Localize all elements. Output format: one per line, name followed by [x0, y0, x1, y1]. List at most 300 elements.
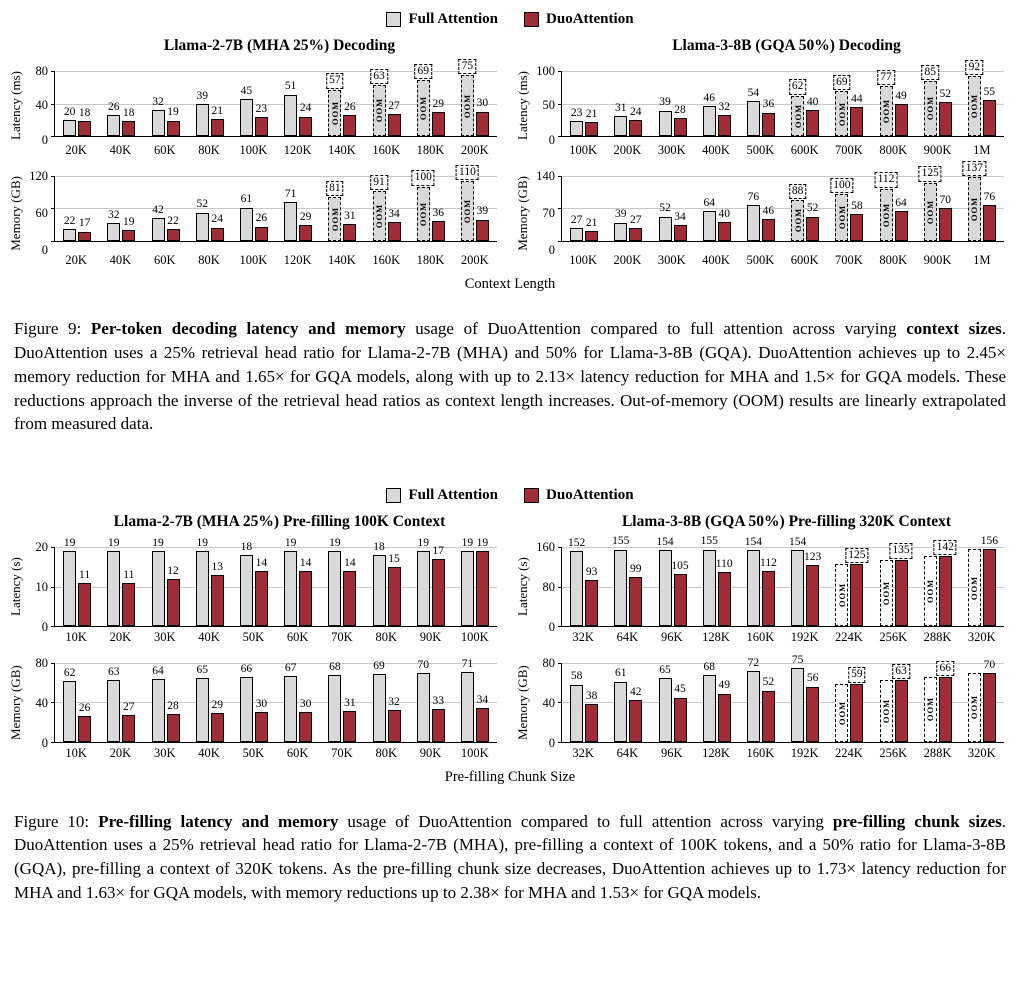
- bar-value-label: 49: [895, 89, 907, 102]
- duoattention-legend-label: DuoAttention: [546, 11, 634, 27]
- y-axis-label: Memory (GB): [8, 665, 23, 741]
- caption-segment: Figure 9:: [14, 319, 91, 339]
- bar-value-label: 32: [108, 209, 120, 222]
- chart-f9_mha_memory: [8, 165, 505, 258]
- bar-group: [695, 176, 739, 241]
- x-tick-label: 1M: [973, 142, 991, 157]
- duoattention-bar: [895, 196, 908, 241]
- y-tick-mark: [558, 241, 562, 242]
- x-tick-label: 100K: [239, 253, 268, 268]
- y-tick-label: 0: [548, 735, 555, 750]
- duoattention-bar: [299, 210, 312, 241]
- duoattention-bar: [122, 107, 135, 136]
- bar-value-label: 69: [373, 659, 385, 672]
- bar-group: [695, 535, 739, 626]
- bar-value-label: 62: [63, 666, 76, 679]
- x-tick-label: 20K: [65, 142, 87, 157]
- bar-value-label: 63: [892, 664, 910, 679]
- x-tick-label: 700K: [835, 142, 863, 157]
- bar-value-label: 77: [877, 70, 895, 85]
- bar-group: [320, 71, 364, 136]
- bar-value-label: 52: [659, 202, 671, 215]
- chart-f9_mha_latency: [8, 59, 505, 147]
- x-tick-label: 224K: [835, 745, 863, 760]
- x-tick-label: 200K: [613, 142, 642, 157]
- y-tick-label: 120: [29, 168, 48, 183]
- full-attention-bar: [152, 203, 165, 241]
- oom-label: OOM: [374, 98, 385, 123]
- y-tick-label: 50: [542, 98, 555, 113]
- bar-value-label: 154: [788, 535, 807, 548]
- bar-value-label: 125: [845, 548, 868, 563]
- y-tick-label: 40: [35, 695, 48, 710]
- y-axis-label: Memory (GB): [515, 665, 530, 741]
- oom-label: OOM: [418, 95, 429, 121]
- y-axis-label: Memory (GB): [515, 175, 530, 251]
- y-tick-mark: [558, 742, 562, 743]
- y-tick-label: 140: [536, 168, 555, 183]
- bar-value-label: 15: [388, 552, 400, 565]
- duoattention-bar: [585, 690, 598, 742]
- x-tick-label: 200K: [460, 142, 489, 157]
- bar-value-label: 71: [461, 657, 474, 670]
- duoattention-bar: [983, 86, 996, 136]
- duoattention-bar: [895, 664, 908, 742]
- full-attention-bar: [924, 65, 937, 136]
- oom-label: OOM: [969, 695, 980, 720]
- bar-value-label: 19: [123, 216, 135, 229]
- chart-title: Llama-2-7B (MHA 25%) Decoding: [163, 37, 396, 54]
- caption-segment: Figure 10:: [14, 811, 99, 831]
- legend: [0, 12, 1020, 27]
- duoattention-bar: [255, 103, 268, 136]
- duoattention-bar: [629, 106, 642, 136]
- duoattention-bar: [78, 702, 91, 742]
- caption-segment: . DuoAttention uses a 25% retrieval head ratio for Llama-2-7B (MHA), pre-filling a context of 100K tokens, and a 50% ratio for Llama-3-8B (GQA), pre-filling a context of 320K tokens. As the pre-filling chunk size decreases, DuoAttention achieves up to 1.73× latency reduction for MHA and 1.63× for GQA models, with memory reductions up to 2.38× for MHA and 1.53× for GQA models.: [14, 811, 1006, 903]
- bar-value-label: 56: [806, 672, 819, 685]
- x-tick-label: 100K: [569, 253, 598, 268]
- full-attention-bar: [570, 670, 583, 742]
- bar-value-label: 71: [284, 188, 297, 201]
- plot-area: [561, 161, 1004, 242]
- bar-value-label: 66: [240, 662, 253, 675]
- bar-group: [739, 656, 783, 742]
- bar-group: [739, 176, 783, 241]
- full-attention-bar: [835, 684, 848, 742]
- bar-groups: [55, 59, 497, 136]
- bar-group: [232, 71, 276, 136]
- full-attention-bar: [659, 202, 672, 241]
- bar-group: [320, 536, 364, 626]
- bar-value-label: 67: [284, 661, 297, 674]
- y-tick-label: 80: [35, 64, 48, 78]
- bar-value-label: 93: [585, 566, 598, 579]
- full-attention-bar: [284, 80, 297, 136]
- bar-value-label: 18: [78, 107, 91, 120]
- full-attention-bar: [700, 535, 718, 627]
- bar-value-label: 31: [615, 101, 627, 114]
- x-tick-label: 80K: [198, 142, 220, 157]
- y-tick-mark: [51, 241, 55, 242]
- bar-value-label: 46: [703, 91, 715, 104]
- bar-group: [99, 663, 143, 742]
- full-attention-bar: [747, 86, 760, 136]
- oom-label: OOM: [836, 700, 847, 725]
- x-tick-label: 700K: [835, 253, 863, 268]
- duoattention-bar: [939, 661, 952, 742]
- bar-value-label: 68: [329, 660, 341, 673]
- bar-value-label: 112: [875, 172, 898, 187]
- duoattention-bar: [806, 202, 819, 241]
- plot-area: [54, 536, 497, 627]
- bar-group: [916, 65, 960, 136]
- x-tick-label: 60K: [153, 253, 176, 268]
- bar-value-label: 46: [762, 205, 775, 218]
- x-tick-label: 60K: [286, 630, 309, 645]
- bar-value-label: 39: [659, 96, 671, 109]
- bar-groups: [562, 60, 1004, 136]
- duoattention-bar: [255, 556, 268, 626]
- bar-group: [606, 535, 650, 626]
- duoattention-bar: [476, 205, 489, 241]
- oom-label: OOM: [374, 203, 385, 229]
- x-tick-label: 30K: [153, 630, 176, 645]
- bar-group: [960, 534, 1004, 626]
- bar-value-label: 11: [79, 568, 91, 581]
- bar-value-label: 65: [196, 663, 208, 676]
- x-tick-label: 32K: [572, 630, 594, 645]
- bar-value-label: 68: [703, 660, 715, 673]
- bar-value-label: 36: [762, 98, 775, 111]
- x-axis-ticks: [515, 627, 1012, 645]
- duoattention-bar: [299, 698, 312, 742]
- bar-value-label: 14: [299, 556, 312, 569]
- bar-value-label: 59: [848, 667, 866, 682]
- bar-group: [827, 71, 871, 136]
- bar-value-label: 40: [718, 207, 730, 220]
- full-attention-bar: [196, 663, 209, 742]
- duoattention-bar: [718, 100, 731, 136]
- bar-value-label: 19: [196, 536, 208, 549]
- x-tick-label: 160K: [372, 253, 401, 268]
- bar-value-label: 69: [833, 75, 851, 90]
- y-tick-label: 40: [35, 98, 48, 113]
- x-tick-labels: [561, 140, 1004, 158]
- bar-group: [55, 176, 99, 241]
- bar-group: [695, 71, 739, 136]
- chart-f10_mha_memory: [8, 655, 505, 750]
- bar-value-label: 24: [299, 102, 312, 115]
- bar-value-label: 27: [630, 213, 642, 226]
- caption-segment: Pre-filling latency and memory: [98, 811, 339, 831]
- duoattention-bar: [122, 568, 135, 626]
- duoattention-bar: [476, 536, 489, 626]
- bar-value-label: 45: [674, 683, 686, 696]
- full-attention-swatch: [386, 488, 401, 503]
- bar-value-label: 19: [167, 106, 179, 119]
- full-attention-bar: [107, 100, 120, 136]
- x-axis-ticks: [8, 140, 505, 158]
- figure-10-x-axis-title: Pre-filling Chunk Size: [444, 768, 576, 785]
- x-tick-label: 180K: [416, 253, 445, 268]
- duoattention-bar: [939, 193, 952, 241]
- y-tick-mark: [51, 742, 55, 743]
- full-attention-bar: [791, 653, 804, 742]
- x-axis-ticks: [8, 250, 505, 268]
- bar-value-label: 19: [461, 536, 474, 549]
- x-tick-label: 96K: [660, 630, 683, 645]
- bar-value-label: 34: [674, 210, 686, 223]
- chart-f10_gqa_memory: [515, 653, 1012, 750]
- full-attention-bar: [880, 680, 893, 742]
- bar-group: [606, 663, 650, 742]
- duoattention-bar: [255, 212, 268, 241]
- bar-value-label: 100: [830, 178, 853, 193]
- full-attention-bar: [373, 540, 386, 626]
- bar-value-label: 99: [630, 563, 642, 576]
- bar-value-label: 26: [108, 100, 120, 113]
- full-attention-bar: [63, 214, 76, 241]
- full-attention-bar: [152, 536, 165, 626]
- bar-group: [960, 60, 1004, 136]
- duoattention-bar: [806, 95, 819, 136]
- bar-group: [453, 165, 497, 241]
- x-tick-label: 128K: [702, 630, 730, 645]
- oom-label: OOM: [925, 579, 936, 604]
- duoattention-bar: [255, 698, 268, 742]
- x-tick-label: 192K: [790, 630, 819, 645]
- bar-value-label: 51: [284, 80, 297, 93]
- x-tick-label: 96K: [660, 745, 683, 760]
- bar-group: [143, 663, 187, 742]
- x-tick-label: 800K: [879, 253, 908, 268]
- bar-value-label: 70: [983, 658, 996, 671]
- full-attention-bar: [417, 536, 430, 626]
- plot-area: [561, 534, 1004, 627]
- y-tick-mark: [51, 136, 55, 137]
- chart-title: Llama-3-8B (GQA 50%) Decoding: [672, 37, 901, 54]
- bar-group: [739, 535, 783, 626]
- bar-value-label: 32: [718, 100, 730, 113]
- bar-value-label: 100: [412, 170, 435, 185]
- duoattention-bar: [78, 217, 91, 241]
- y-axis: [24, 168, 54, 258]
- full-attention-bar: [747, 656, 760, 742]
- duoattention-bar: [167, 700, 180, 742]
- x-tick-label: 160K: [372, 142, 401, 157]
- bar-value-label: 40: [806, 95, 819, 108]
- x-tick-label: 20K: [109, 745, 132, 760]
- full-attention-bar: [414, 171, 432, 241]
- x-tick-label: 120K: [283, 142, 312, 157]
- chart-column: [8, 37, 505, 268]
- bar-value-label: 61: [240, 193, 253, 206]
- full-attention-bar: [459, 165, 476, 241]
- bar-value-label: 52: [939, 87, 951, 100]
- duoattention-bar: [803, 551, 822, 626]
- bar-value-label: 63: [108, 665, 120, 678]
- full-attention-bar: [417, 658, 430, 742]
- full-attention-bar: [107, 209, 120, 240]
- bar-value-label: 12: [167, 564, 179, 577]
- bar-value-label: 30: [476, 97, 489, 110]
- bar-group: [827, 176, 871, 241]
- bar-value-label: 52: [196, 198, 208, 211]
- duoattention-bar: [388, 552, 401, 626]
- duoattention-bar: [585, 566, 598, 626]
- full-attention-bar: [965, 161, 984, 241]
- y-tick-mark: [51, 626, 55, 627]
- oom-label: OOM: [462, 93, 473, 118]
- bar-value-label: 13: [211, 560, 223, 573]
- duoattention-bar: [78, 107, 91, 136]
- bar-value-label: 65: [659, 663, 671, 676]
- x-tick-label: 320K: [967, 745, 996, 760]
- duoattention-bar: [299, 102, 312, 137]
- duoattention-bar: [806, 672, 819, 742]
- bar-value-label: 21: [585, 108, 598, 121]
- x-tick-label: 80K: [375, 745, 397, 760]
- y-tick-label: 80: [542, 580, 555, 595]
- bar-group: [276, 71, 320, 136]
- full-attention-bar: [63, 666, 76, 742]
- bar-value-label: 19: [329, 536, 341, 549]
- bar-group: [783, 653, 827, 742]
- bar-group: [783, 71, 827, 136]
- x-tick-label: 10K: [65, 630, 87, 645]
- bar-value-label: 75: [459, 59, 477, 74]
- bar-group: [871, 71, 915, 136]
- bar-group: [409, 64, 453, 136]
- duoattention-bar: [585, 216, 598, 241]
- duoattention-bar: [476, 97, 489, 136]
- duoattention-bar: [388, 208, 401, 240]
- bar-value-label: 70: [939, 193, 951, 206]
- bar-value-label: 18: [373, 540, 385, 553]
- bar-group: [99, 536, 143, 626]
- duoattention-bar: [78, 568, 91, 626]
- bar-groups: [562, 534, 1004, 626]
- bar-group: [650, 71, 694, 136]
- full-attention-bar: [877, 173, 895, 241]
- plot-area: [54, 165, 497, 242]
- bar-value-label: 49: [718, 679, 730, 692]
- full-attention-bar: [924, 556, 937, 626]
- bar-value-label: 39: [196, 90, 208, 103]
- duoattention-bar: [850, 668, 863, 742]
- full-attention-bar: [284, 536, 297, 626]
- bar-group: [562, 536, 606, 626]
- bar-value-label: 137: [963, 161, 986, 176]
- full-attention-bar: [791, 184, 804, 241]
- y-axis-label: Memory (GB): [8, 175, 23, 251]
- full-attention-bar: [240, 193, 253, 241]
- bar-group: [650, 535, 694, 626]
- bar-group: [871, 663, 915, 742]
- plot-area: [561, 60, 1004, 137]
- bar-value-label: 91: [370, 175, 388, 190]
- bar-value-label: 64: [703, 196, 715, 209]
- bar-value-label: 24: [211, 213, 223, 226]
- y-tick-mark: [558, 136, 562, 137]
- duoattention-bar: [629, 686, 642, 741]
- full-attention-bar: [614, 101, 627, 136]
- full-attention-bar: [659, 663, 672, 742]
- bar-value-label: 17: [78, 217, 91, 230]
- y-tick-label: 40: [542, 695, 555, 710]
- bar-groups: [562, 161, 1004, 241]
- x-tick-labels: [561, 250, 1004, 268]
- full-attention-bar: [835, 75, 848, 136]
- plot-area: [54, 59, 497, 137]
- bar-group: [364, 71, 408, 136]
- x-tick-label: 60K: [286, 745, 309, 760]
- bar-value-label: 34: [476, 694, 489, 707]
- bar-value-label: 17: [432, 544, 444, 557]
- bar-group: [364, 540, 408, 626]
- x-axis-ticks: [515, 140, 1012, 158]
- oom-label: OOM: [418, 201, 429, 226]
- oom-label: OOM: [925, 96, 936, 121]
- x-tick-label: 900K: [923, 142, 952, 157]
- bar-group: [55, 71, 99, 136]
- bar-group: [276, 176, 320, 241]
- duoattention-bar: [983, 191, 996, 240]
- bar-value-label: 18: [240, 540, 253, 553]
- bar-value-label: 52: [762, 676, 775, 689]
- y-tick-label: 0: [548, 243, 555, 258]
- bar-groups: [55, 657, 497, 742]
- full-attention-bar: [107, 536, 120, 626]
- duoattention-bar: [388, 99, 401, 136]
- full-attention-bar: [744, 535, 763, 626]
- full-attention-bar: [196, 90, 209, 136]
- bar-group: [739, 71, 783, 136]
- y-tick-label: 70: [542, 206, 555, 221]
- bar-group: [188, 176, 232, 241]
- bar-value-label: 14: [344, 556, 356, 569]
- y-tick-label: 160: [536, 540, 555, 555]
- oom-label: OOM: [836, 583, 847, 608]
- bar-group: [276, 663, 320, 742]
- duoattention-bar: [715, 557, 733, 626]
- x-tick-labels: [54, 627, 497, 645]
- bar-group: [143, 176, 187, 241]
- x-tick-label: 400K: [702, 142, 730, 157]
- bar-value-label: 54: [747, 86, 760, 99]
- bar-value-label: 28: [674, 103, 686, 116]
- x-tick-label: 100K: [460, 745, 489, 760]
- plot-area: [54, 657, 497, 743]
- bar-value-label: 14: [255, 556, 268, 569]
- x-tick-label: 100K: [460, 630, 489, 645]
- bar-value-label: 76: [983, 191, 996, 204]
- full-attention-bar: [570, 106, 583, 136]
- bar-group: [453, 59, 497, 136]
- bar-value-label: 31: [344, 697, 356, 710]
- full-attention-bar: [703, 91, 716, 136]
- bar-group: [232, 176, 276, 241]
- bar-value-label: 81: [326, 181, 344, 196]
- x-tick-labels: [54, 743, 497, 761]
- x-tick-label: 50K: [242, 745, 265, 760]
- bar-value-label: 72: [747, 656, 760, 669]
- bar-value-label: 30: [299, 698, 312, 711]
- duoattention-bar: [343, 100, 356, 136]
- bar-value-label: 39: [615, 208, 627, 221]
- x-tick-label: 120K: [283, 253, 312, 268]
- bar-group: [916, 540, 960, 626]
